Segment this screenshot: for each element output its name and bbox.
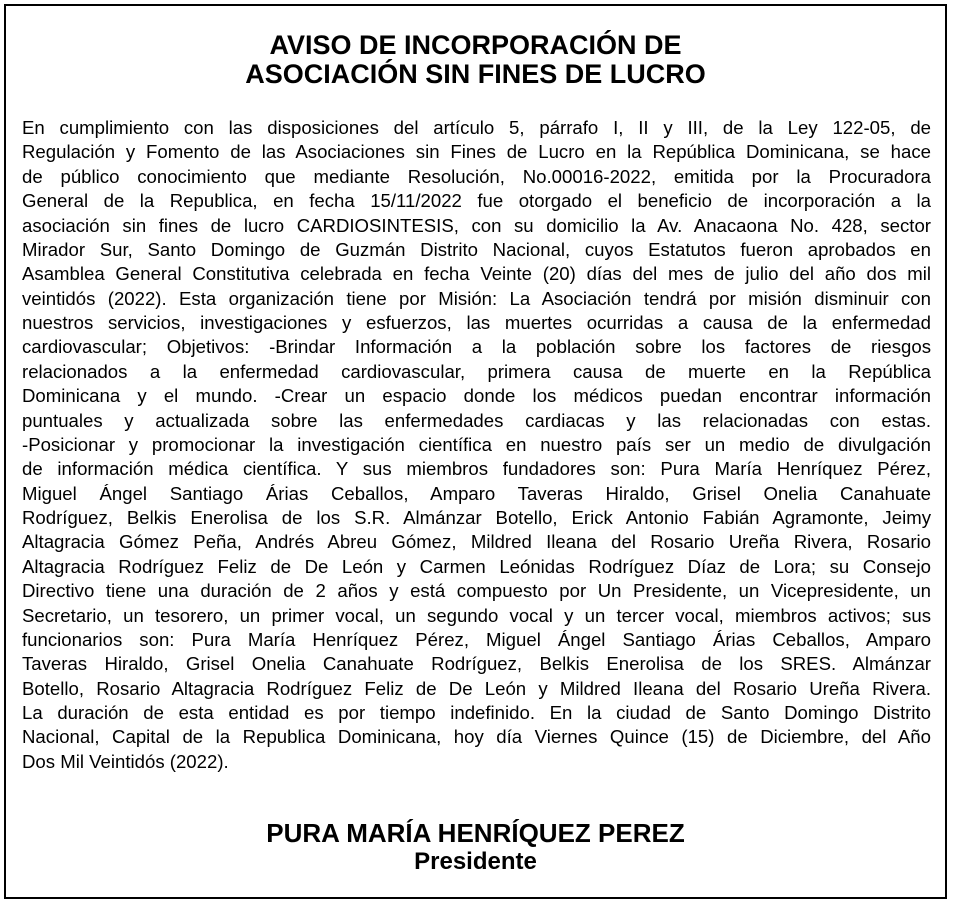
body-line: Secretario, un tesorero, un primer vocal, un segundo vocal y un tercer vocal, miembros activos; sus	[22, 604, 931, 626]
notice-title	[6, 31, 945, 89]
body-line: Nacional, Capital de la Republica Dominicana, hoy día Viernes Quince (15) de Diciembre, del Año	[22, 726, 931, 748]
notice-frame	[4, 4, 947, 899]
body-line: de información médica científica. Y sus miembros fundadores son: Pura María Henríquez Pérez,	[22, 458, 931, 480]
signature-role: Presidente	[414, 848, 537, 875]
body-line: Altagracia Rodríguez Feliz de De León y Carmen Leónidas Rodríguez Díaz de Lora; su Consejo	[22, 555, 931, 577]
body-line: de público conocimiento que mediante Resolución, No.00016-2022, emitida por la Procuradora	[22, 165, 931, 187]
body-line: cardiovascular; Objetivos: -Brindar Información a la población sobre los factores de riesgos	[22, 336, 931, 358]
body-line: asociación sin fines de lucro CARDIOSINTESIS, con su domicilio la Av. Anacaona No. 428, sector	[22, 214, 931, 236]
body-line: Altagracia Gómez Peña, Andrés Abreu Gómez, Mildred Ileana del Rosario Ureña Rivera, Rosario	[22, 531, 931, 553]
body-line: Botello, Rosario Altagracia Rodríguez Feliz de De León y Mildred Ileana del Rosario Ureña Rivera.	[22, 677, 931, 699]
body-line: puntuales y actualizada sobre las enfermedades cardiacas y las relacionadas con estas.	[22, 409, 931, 431]
body-line: Regulación y Fomento de las Asociaciones sin Fines de Lucro en la República Dominicana, se hace	[22, 141, 931, 163]
title-line-2: ASOCIACIÓN SIN FINES DE LUCRO	[245, 59, 706, 89]
body-line: Dos Mil Veintidós (2022).	[22, 750, 229, 772]
body-line: Mirador Sur, Santo Domingo de Guzmán Distrito Nacional, cuyos Estatutos fueron aprobados en	[22, 238, 931, 260]
body-line: Miguel Ángel Santiago Árias Ceballos, Amparo Taveras Hiraldo, Grisel Onelia Canahuate	[22, 482, 931, 504]
body-line: funcionarios son: Pura María Henríquez Pérez, Miguel Ángel Santiago Árias Ceballos, Amparo	[22, 628, 931, 650]
body-line: Dominicana y el mundo. -Crear un espacio donde los médicos puedan encontrar información	[22, 385, 931, 407]
body-line: Directivo tiene una duración de 2 años y está compuesto por Un Presidente, un Vicepresidente, un	[22, 580, 931, 602]
title-line-1: AVISO DE INCORPORACIÓN DE	[269, 30, 682, 60]
signature-name: PURA MARÍA HENRÍQUEZ PEREZ	[266, 818, 685, 848]
body-line: nuestros servicios, investigaciones y esfuerzos, las muertes ocurridas a causa de la enfermedad	[22, 312, 931, 333]
body-line: Taveras Hiraldo, Grisel Onelia Canahuate Rodríguez, Belkis Enerolisa de los SRES. Almánzar	[22, 653, 931, 675]
body-line: En cumplimiento con las disposiciones del artículo 5, párrafo I, II y III, de la Ley 122-05, de	[22, 117, 931, 138]
body-line: Asamblea General Constitutiva celebrada en fecha Veinte (20) días del mes de julio del año dos mil	[22, 263, 931, 285]
body-line: General de la Republica, en fecha 15/11/2022 fue otorgado el beneficio de incorporación a la	[22, 190, 931, 212]
body-line: La duración de esta entidad es por tiempo indefinido. En la ciudad de Santo Domingo Distrito	[22, 702, 931, 723]
signature-block	[6, 818, 945, 876]
notice-body	[22, 116, 931, 774]
body-line: relacionados a la enfermedad cardiovascular, primera causa de muerte en la República	[22, 360, 931, 382]
body-line: Rodríguez, Belkis Enerolisa de los S.R. Almánzar Botello, Erick Antonio Fabián Agramonte, Jeimy	[22, 507, 931, 528]
body-line: -Posicionar y promocionar la investigación científica en nuestro país ser un medio de divulgación	[22, 433, 931, 455]
body-line: veintidós (2022). Esta organización tiene por Misión: La Asociación tendrá por misión disminuir con	[22, 287, 931, 309]
